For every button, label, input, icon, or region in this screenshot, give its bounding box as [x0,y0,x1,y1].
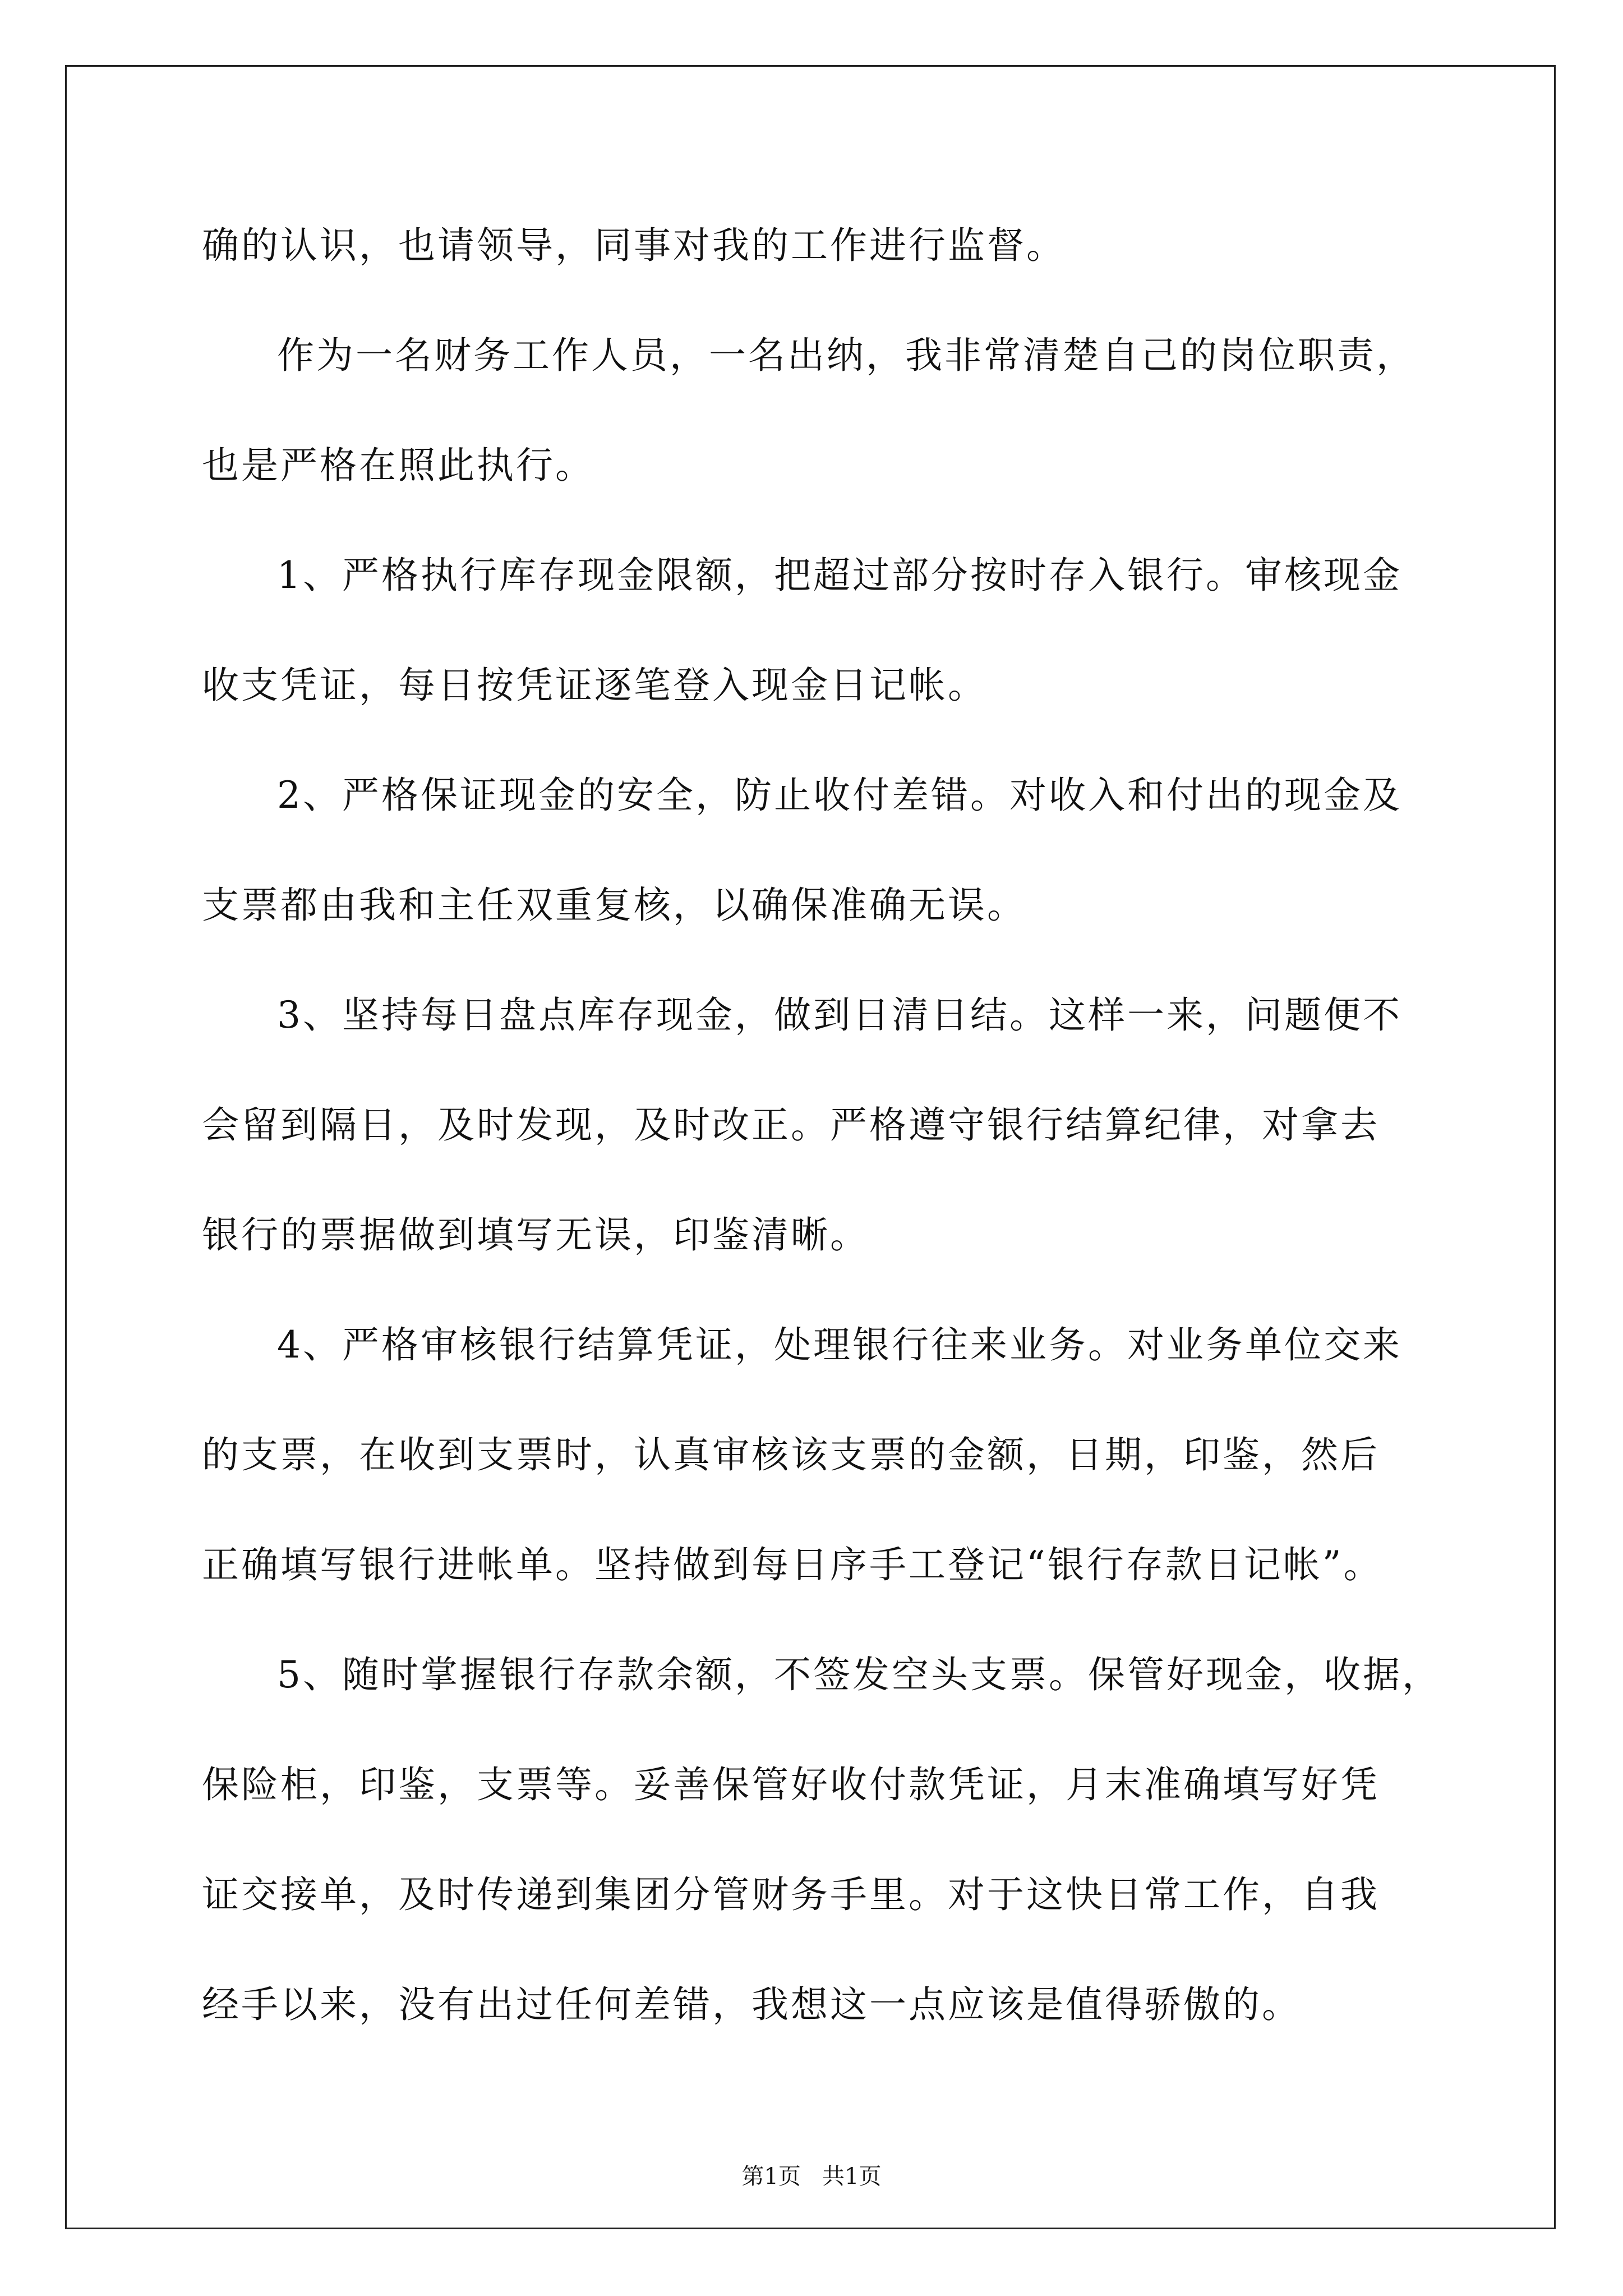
text-line: 5、随时掌握银行存款余额，不签发空头支票。保管好现金，收据， [277,1653,1441,1696]
text-line: 4、严格审核银行结算凭证，处理银行往来业务。对业务单位交来 [277,1323,1402,1366]
text-line: 2、严格保证现金的安全，防止收付差错。对收入和付出的现金及 [277,774,1402,817]
text-line: 确的认识，也请领导，同事对我的工作进行监督。 [202,224,1066,267]
text-line: 收支凭证，每日按凭证逐笔登入现金日记帐。 [202,664,987,707]
document-body [202,191,1441,2060]
text-line: 支票都由我和主任双重复核，以确保准确无误。 [202,884,1026,927]
page-number: 第1页 共1页 [741,2164,882,2189]
text-line: 会留到隔日，及时发现，及时改正。严格遵守银行结算纪律，对拿去 [202,1103,1380,1147]
text-line: 经手以来，没有出过任何差错，我想这一点应该是值得骄傲的。 [202,1983,1301,2026]
text-line: 作为一名财务工作人员，一名出纳，我非常清楚自己的岗位职责， [277,334,1415,377]
text-line: 1、严格执行库存现金限额，把超过部分按时存入银行。审核现金 [277,554,1402,597]
text-line: 证交接单，及时传递到集团分管财务手里。对于这快日常工作，自我 [202,1873,1380,1916]
text-line: 保险柜，印鉴，支票等。妥善保管好收付款凭证，月末准确填写好凭 [202,1763,1380,1806]
text-line: 3、坚持每日盘点库存现金，做到日清日结。这样一来，问题便不 [277,993,1402,1037]
text-line: 也是严格在照此执行。 [202,444,594,487]
text-line: 银行的票据做到填写无误，印鉴清晰。 [202,1213,869,1257]
text-line: 正确填写银行进帐单。坚持做到每日序手工登记“银行存款日记帐”。 [202,1543,1383,1586]
text-line: 的支票，在收到支票时，认真审核该支票的金额，日期，印鉴，然后 [202,1433,1380,1476]
